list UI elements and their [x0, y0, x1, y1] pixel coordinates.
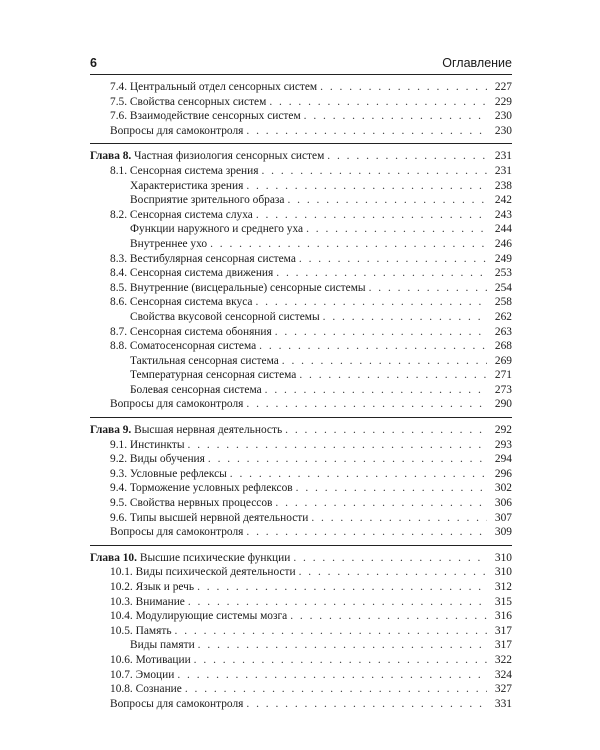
toc-review-questions[interactable]: [90, 397, 512, 412]
toc-section[interactable]: [90, 95, 512, 110]
page-ref: 258: [494, 296, 512, 309]
page-ref: 322: [494, 653, 512, 666]
toc-section[interactable]: [90, 653, 512, 668]
toc-review-questions[interactable]: [90, 525, 512, 540]
page-ref: 268: [494, 340, 512, 353]
toc-section[interactable]: [90, 467, 512, 482]
entry-title: 10.3. Внимание: [110, 595, 185, 608]
entry-title: 8.5. Внутренние (висцеральные) сенсорные системы: [110, 281, 366, 294]
toc-section[interactable]: [90, 595, 512, 610]
entry-title: 9.6. Типы высшей нервной деятельности: [110, 511, 309, 524]
page-ref: 310: [494, 566, 512, 579]
page-ref: 244: [494, 223, 512, 236]
dot-leader: [369, 281, 487, 296]
running-header: [90, 56, 512, 75]
dot-leader: [185, 682, 487, 697]
dot-leader: [282, 354, 487, 369]
page-ref: 309: [494, 526, 512, 539]
running-title: Оглавление: [442, 56, 512, 70]
page-ref: 294: [494, 453, 512, 466]
entry-title: 7.4. Центральный отдел сенсорных систем: [110, 81, 318, 93]
entry-title: 8.1. Сенсорная система зрения: [110, 164, 259, 177]
entry-title: 10.7. Эмоции: [110, 668, 175, 681]
toc-section[interactable]: [90, 266, 512, 281]
toc-section[interactable]: [90, 624, 512, 639]
toc-section[interactable]: [90, 438, 512, 453]
toc-review-questions[interactable]: [90, 124, 512, 139]
dot-leader: [259, 339, 487, 354]
toc-section[interactable]: [90, 668, 512, 683]
entry-title: Функции наружного и среднего уха: [130, 223, 304, 236]
dot-leader: [246, 179, 487, 194]
dot-leader: [276, 266, 487, 281]
entry-title: 10.6. Мотивации: [110, 653, 191, 666]
page-ref: 243: [494, 208, 512, 221]
toc-subsection[interactable]: [90, 193, 512, 208]
dot-leader: [323, 310, 487, 325]
entry-title: Внутреннее ухо: [130, 237, 208, 250]
toc-section[interactable]: [90, 164, 512, 179]
entry-title: 10.5. Память: [110, 624, 172, 637]
page-ref: 312: [494, 581, 512, 593]
dot-leader: [290, 609, 487, 624]
toc-section[interactable]: [90, 339, 512, 354]
dot-leader: [285, 423, 487, 438]
entry-title: Характеристика зрения: [130, 179, 244, 192]
dot-leader: [246, 525, 487, 540]
toc-section[interactable]: [90, 511, 512, 526]
page-ref: 307: [494, 511, 512, 524]
page-ref: 262: [494, 310, 512, 323]
entry-title: 10.1. Виды психической деятельности: [110, 566, 296, 579]
dot-leader: [177, 668, 487, 683]
page-ref: 269: [494, 354, 512, 367]
entry-title: 8.8. Соматосенсорная система: [110, 340, 257, 353]
entry-title: 10.2. Язык и речь: [110, 581, 195, 593]
toc-section[interactable]: [90, 325, 512, 340]
entry-title: Виды памяти: [130, 639, 195, 652]
chapter-label: Глава 8.: [90, 150, 132, 163]
entry-title: 9.1. Инстинкты: [110, 438, 185, 451]
toc-section[interactable]: [90, 609, 512, 624]
chapter-text: Высшие психические функции: [139, 551, 291, 564]
dot-leader: [293, 551, 487, 566]
entry-title: 8.2. Сенсорная система слуха: [110, 208, 253, 221]
chapter-text: Частная физиология сенсорных систем: [134, 150, 325, 163]
chapter-title: [90, 149, 324, 164]
entry-title: 8.3. Вестибулярная сенсорная система: [110, 252, 296, 265]
chapter-label: Глава 10.: [90, 551, 137, 564]
page-ref: 230: [494, 110, 512, 123]
dot-leader: [210, 237, 487, 252]
page-ref: 306: [494, 497, 512, 510]
toc-section[interactable]: [90, 682, 512, 697]
page-ref: 302: [494, 482, 512, 495]
dot-leader: [275, 496, 487, 511]
dot-leader: [208, 452, 487, 467]
entry-title: 7.6. Взаимодействие сенсорных систем: [110, 110, 301, 123]
entry-title: 9.4. Торможение условных рефлексов: [110, 482, 293, 495]
entry-title: Вопросы для самоконтроля: [110, 526, 244, 539]
entry-title: 9.3. Условные рефлексы: [110, 467, 227, 480]
page-ref: 273: [494, 383, 512, 396]
toc-subsection[interactable]: [90, 310, 512, 325]
toc-chapter-heading[interactable]: [90, 423, 512, 438]
toc-section[interactable]: [90, 80, 512, 95]
entry-title: Вопросы для самоконтроля: [110, 697, 244, 710]
entry-title: Вопросы для самоконтроля: [110, 398, 244, 411]
toc-section[interactable]: [90, 109, 512, 124]
page-ref: 246: [494, 237, 512, 250]
dot-leader: [198, 638, 487, 653]
toc-section[interactable]: [90, 281, 512, 296]
page-ref: 238: [494, 179, 512, 192]
entry-title: 7.5. Свойства сенсорных систем: [110, 95, 267, 108]
page-number: 6: [90, 56, 97, 70]
toc-subsection[interactable]: [90, 638, 512, 653]
toc-chapter-heading[interactable]: [90, 149, 512, 164]
toc-subsection[interactable]: [90, 179, 512, 194]
chapter-title: [90, 423, 282, 438]
page-ref: 324: [494, 668, 512, 681]
toc-section[interactable]: [90, 295, 512, 310]
chapter-divider: [90, 417, 512, 418]
dot-leader: [311, 511, 487, 526]
entry-title: 10.4. Модулирующие системы мозга: [110, 610, 288, 623]
dot-leader: [299, 252, 487, 267]
toc-subsection[interactable]: [90, 237, 512, 252]
toc-review-questions[interactable]: [90, 697, 512, 712]
dot-leader: [327, 149, 487, 164]
toc-section[interactable]: [90, 481, 512, 496]
page-ref: 315: [494, 595, 512, 608]
page-ref: 292: [494, 424, 512, 437]
entry-title: Вопросы для самоконтроля: [110, 124, 244, 137]
dot-leader: [306, 222, 487, 237]
dot-leader: [188, 438, 488, 453]
page-ref: 331: [494, 697, 512, 710]
dot-leader: [256, 208, 487, 223]
page-ref: 253: [494, 267, 512, 280]
page-ref: 271: [494, 369, 512, 382]
chapter-divider: [90, 143, 512, 144]
entry-title: 8.6. Сенсорная система вкуса: [110, 296, 253, 309]
dot-leader: [296, 481, 487, 496]
toc-section[interactable]: [90, 565, 512, 580]
toc-chapter-heading[interactable]: [90, 551, 512, 566]
page-ref: 316: [494, 610, 512, 623]
dot-leader: [175, 624, 487, 639]
page-ref: 293: [494, 438, 512, 451]
dot-leader: [261, 164, 487, 179]
page-ref: 230: [494, 124, 512, 137]
entry-title: Болевая сенсорная система: [130, 383, 262, 396]
page-ref: 254: [494, 281, 512, 294]
toc-section[interactable]: [90, 208, 512, 223]
page-ref: 227: [494, 81, 512, 93]
entry-title: Температурная сенсорная система: [130, 369, 297, 382]
page-ref: 249: [494, 252, 512, 265]
page-ref: 229: [494, 95, 512, 108]
entry-title: Тактильная сенсорная система: [130, 354, 279, 367]
page-ref: 242: [494, 194, 512, 207]
dot-leader: [287, 193, 487, 208]
toc-subsection[interactable]: [90, 383, 512, 398]
table-of-contents: [90, 80, 512, 711]
toc-subsection[interactable]: [90, 222, 512, 237]
toc-subsection[interactable]: [90, 354, 512, 369]
toc-section[interactable]: [90, 252, 512, 267]
page-ref: 317: [494, 639, 512, 652]
page-ref: 231: [494, 150, 512, 163]
dot-leader: [246, 697, 487, 712]
dot-leader: [188, 595, 487, 610]
entry-title: 9.2. Виды обучения: [110, 453, 205, 466]
chapter-label: Глава 9.: [90, 424, 132, 437]
dot-leader: [275, 325, 487, 340]
page-ref: 310: [494, 551, 512, 564]
dot-leader: [320, 80, 487, 95]
entry-title: 8.4. Сенсорная система движения: [110, 267, 274, 280]
page-ref: 327: [494, 683, 512, 696]
page-ref: 263: [494, 325, 512, 338]
chapter-text: Высшая нервная деятельность: [134, 424, 283, 437]
dot-leader: [299, 565, 487, 580]
dot-leader: [299, 368, 487, 383]
toc-section[interactable]: [90, 452, 512, 467]
chapter-title: [90, 551, 290, 566]
chapter-divider: [90, 545, 512, 546]
toc-section[interactable]: [90, 496, 512, 511]
dot-leader: [230, 467, 487, 482]
dot-leader: [304, 109, 487, 124]
dot-leader: [246, 397, 487, 412]
entry-title: Свойства вкусовой сенсорной системы: [130, 310, 320, 323]
dot-leader: [246, 124, 487, 139]
toc-subsection[interactable]: [90, 368, 512, 383]
entry-title: 8.7. Сенсорная система обоняния: [110, 325, 272, 338]
dot-leader: [269, 95, 487, 110]
entry-title: 10.8. Сознание: [110, 683, 182, 696]
page-ref: 296: [494, 467, 512, 480]
entry-title: Восприятие зрительного образа: [130, 194, 285, 207]
page-ref: 317: [494, 624, 512, 637]
page-ref: 290: [494, 398, 512, 411]
dot-leader: [265, 383, 487, 398]
dot-leader: [255, 295, 487, 310]
toc-section[interactable]: [90, 580, 512, 595]
page-ref: 231: [494, 164, 512, 177]
dot-leader: [194, 653, 487, 668]
entry-title: 9.5. Свойства нервных процессов: [110, 497, 273, 510]
dot-leader: [197, 580, 487, 595]
